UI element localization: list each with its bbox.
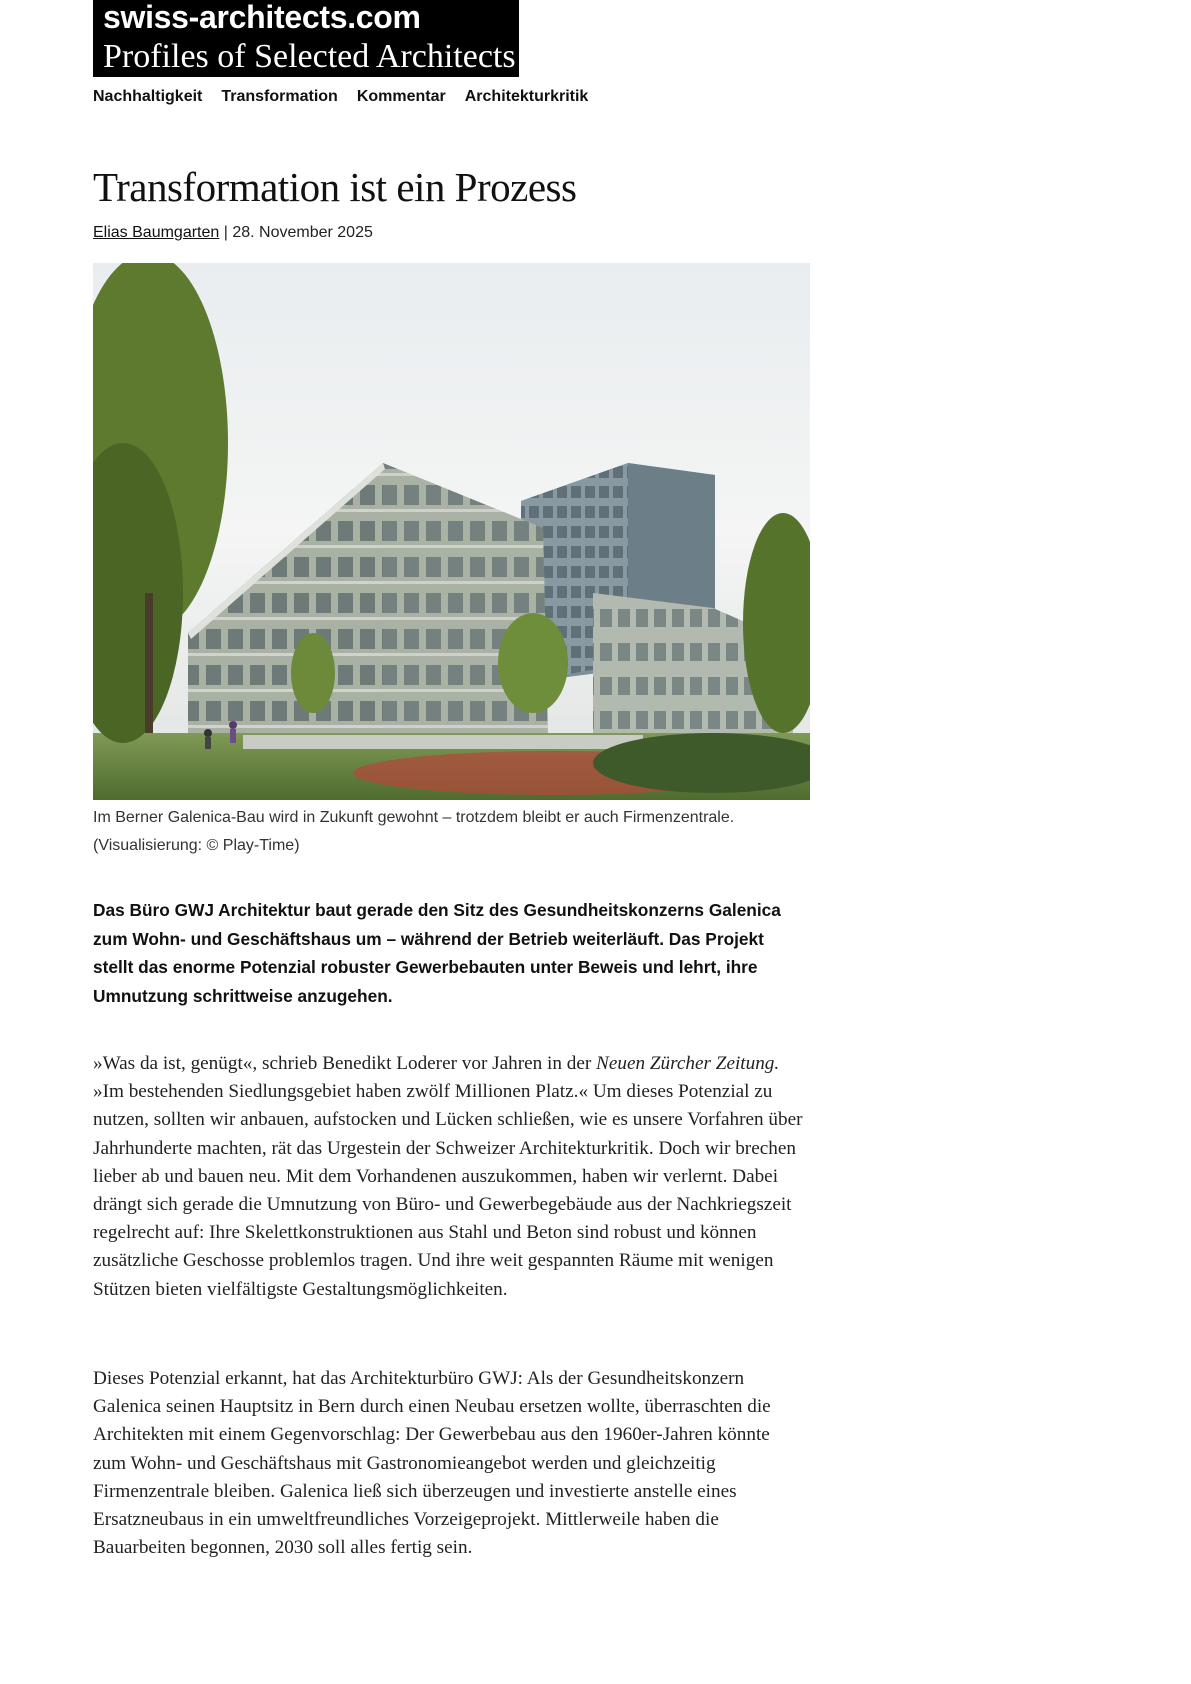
paragraph-1-text-b: »Im bestehenden Siedlungsgebiet haben zwölf Millionen Platz.« Um dieses Potenzial zu nutzen, sollten wir anbauen, aufstocken und Lücken schließen, wie es unsere Vorfahren über Jahrhunderte machten, rät das Urgestein der Schweizer Architekturkritik. Doch wir brechen lieber ab und bauen neu. Mit dem Vorhandenen auszukommen, haben wir verlernt. Dabei drängt sich gerade die Umnutzung von Büro- und Gewerbegebäude aus der Nachkriegszeit regelrecht auf: Ihre Skelettkonstruktionen aus Stahl und Beton sind robust und können zusätzliche Geschosse problemlos tragen. Und ihre weit gespannten Räume mit wenigen Stützen bieten vielfältigste Gestaltungsmöglichkeiten. <box>93 1081 803 1300</box>
nav-item-transformation[interactable]: Transformation <box>221 88 338 105</box>
paragraph-1-text-a: »Was da ist, genügt«, schrieb Benedikt Loderer vor Jahren in der <box>93 1053 597 1074</box>
site-tagline: Profiles of Selected Architects <box>103 38 516 75</box>
image-caption <box>93 804 813 860</box>
nav-item-architekturkritik[interactable]: Architekturkritik <box>464 88 589 105</box>
caption-text: Im Berner Galenica-Bau wird in Zukunft gewohnt – trotzdem bleibt er auch Firmenzentrale. <box>93 809 735 826</box>
article-paragraph-1 <box>93 1050 805 1304</box>
article-paragraph-2: Dieses Potenzial erkannt, hat das Architekturbüro GWJ: Als der Gesundheitskonzern Galenica seinen Hauptsitz in Bern durch einen Neubau ersetzen wollte, überraschten die Architekten mit einem Gegenvorschlag: Der Gewerbebau aus den 1960er-Jahren könnte zum Wohn- und Geschäftshaus mit Gastronomieangebot werden und gleichzeitig Firmenzentrale bleiben. Galenica ließ sich überzeugen und investierte anstelle eines Ersatzneubaus in ein umweltfreundliches Vorzeigeprojekt. Mittlerweile haben die Bauarbeiten begonnen, 2030 soll alles fertig sein. <box>93 1368 771 1559</box>
nav-item-kommentar[interactable]: Kommentar <box>356 88 446 105</box>
site-logo[interactable] <box>93 0 519 77</box>
main-nav <box>93 88 588 106</box>
author-link[interactable]: Elias Baumgarten <box>93 224 220 241</box>
article-date: | 28. November 2025 <box>219 224 373 241</box>
article-lead: Das Büro GWJ Architektur baut gerade den Sitz des Gesundheitskonzerns Galenica zum Wohn- und Geschäftshaus um – während der Betrieb weiterläuft. Das Projekt stellt das enorme Potenzial robuster Gewerbebauten unter Beweis und lehrt, ihre Umnutzung schrittweise anzugehen. <box>93 900 781 1006</box>
article-title: Transformation ist ein Prozess <box>93 164 577 210</box>
article-photo <box>93 263 810 800</box>
article-byline <box>93 224 373 242</box>
site-domain: swiss-architects.com <box>103 0 421 35</box>
newspaper-name: Neuen Zürcher Zeitung. <box>596 1053 780 1074</box>
nav-item-nachhaltigkeit[interactable]: Nachhaltigkeit <box>93 88 203 105</box>
caption-credit: (Visualisierung: © Play-Time) <box>93 837 300 854</box>
